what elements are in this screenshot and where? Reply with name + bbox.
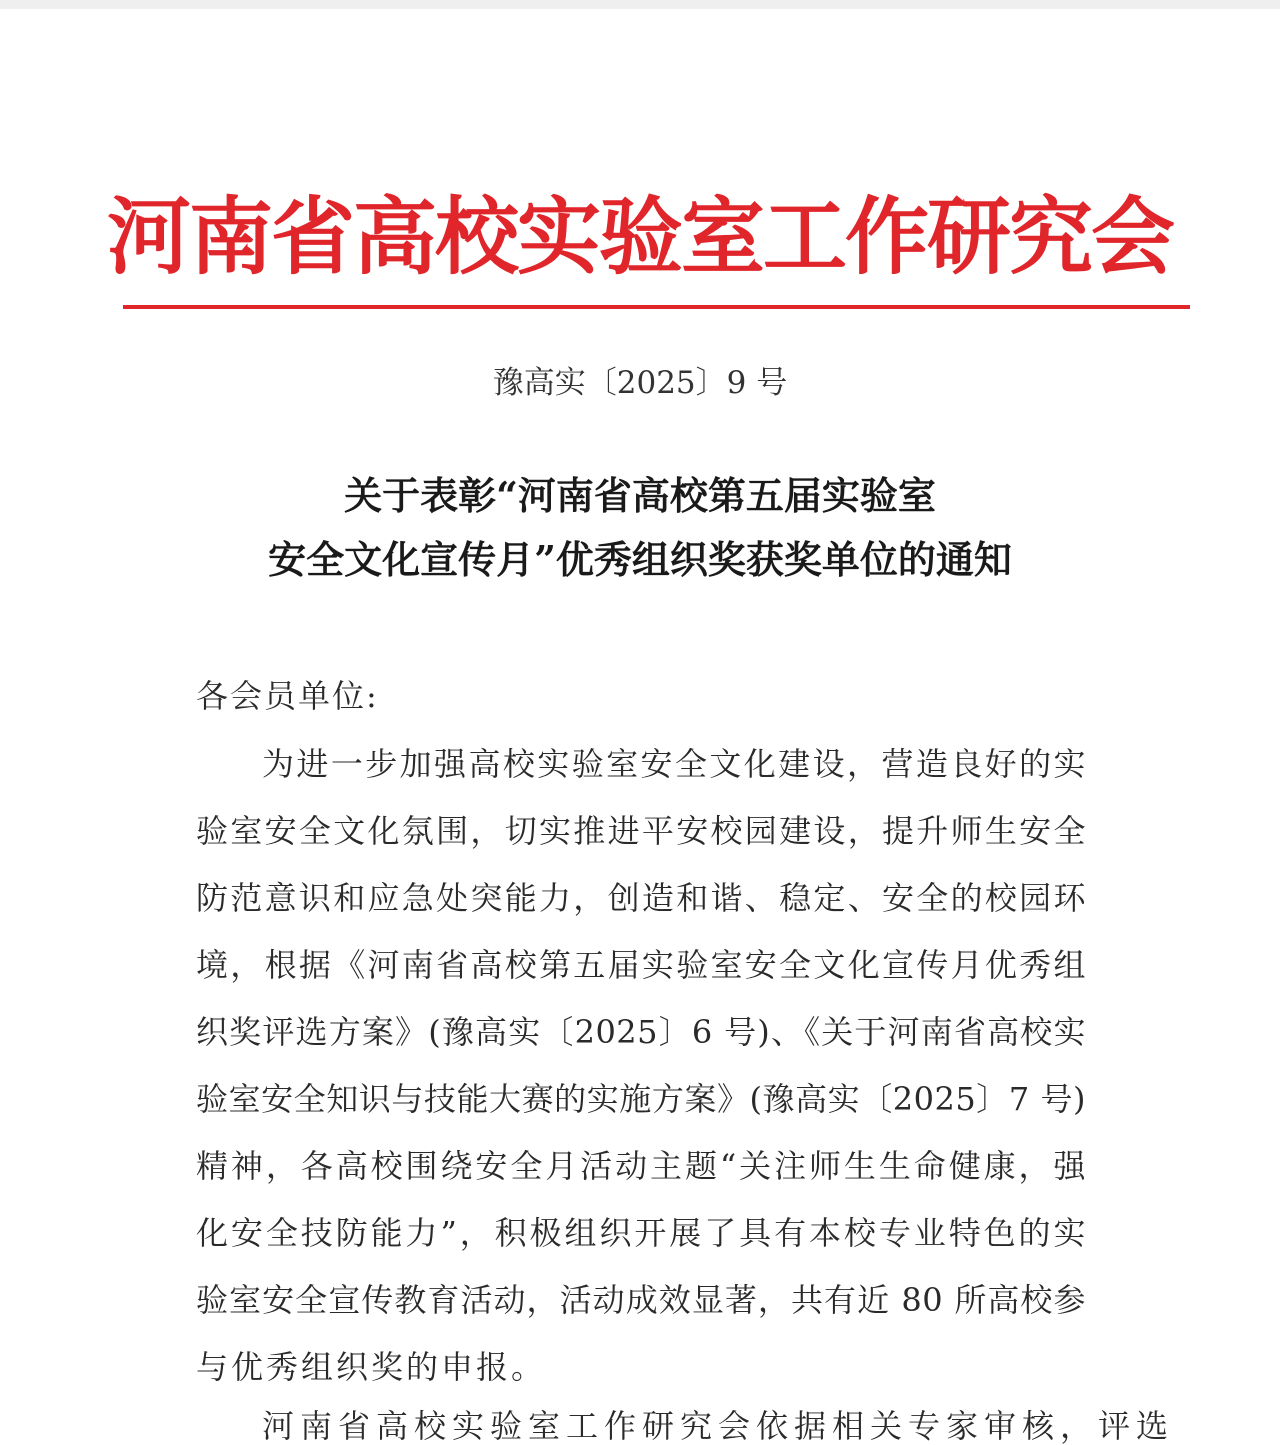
body-line: 验室安全宣传教育活动，活动成效显著，共有近 80 所高校参 bbox=[196, 1281, 1086, 1319]
document-number: 豫高实〔2025〕9 号 bbox=[492, 365, 788, 401]
organization-header: 河南省高校实验室工作研究会 bbox=[106, 187, 1173, 286]
body-line: 精神，各高校围绕安全月活动主题“关注师生生命健康，强 bbox=[196, 1147, 1086, 1185]
body-paragraph bbox=[196, 737, 1086, 1407]
cutoff-line: 河南省高校实验室工作研究会依据相关专家审核，评选 bbox=[262, 1407, 1175, 1445]
header-red-rule bbox=[123, 305, 1190, 309]
body-line: 与优秀组织奖的申报。 bbox=[196, 1348, 547, 1386]
salutation: 各会员单位: bbox=[196, 677, 379, 715]
notice-title bbox=[200, 464, 1080, 592]
body-line: 为进一步加强高校实验室安全文化建设，营造良好的实 bbox=[262, 745, 1086, 783]
body-line: 验室安全知识与技能大赛的实施方案》(豫高实〔2025〕7 号) bbox=[196, 1080, 1086, 1118]
body-line: 境，根据《河南省高校第五届实验室安全文化宣传月优秀组 bbox=[196, 946, 1086, 984]
cutoff-next-paragraph bbox=[262, 1407, 1175, 1445]
body-line: 化安全技防能力”，积极组织开展了具有本校专业特色的实 bbox=[196, 1214, 1086, 1252]
notice-title-line-1: 关于表彰“河南省高校第五届实验室 bbox=[344, 473, 936, 518]
body-line: 防范意识和应急处突能力，创造和谐、稳定、安全的校园环 bbox=[196, 879, 1086, 917]
notice-title-line-2: 安全文化宣传月”优秀组织奖获奖单位的通知 bbox=[268, 537, 1012, 582]
body-line: 验室安全文化氛围，切实推进平安校园建设，提升师生安全 bbox=[196, 812, 1086, 850]
body-line: 织奖评选方案》(豫高实〔2025〕6 号)、《关于河南省高校实 bbox=[196, 1013, 1086, 1051]
